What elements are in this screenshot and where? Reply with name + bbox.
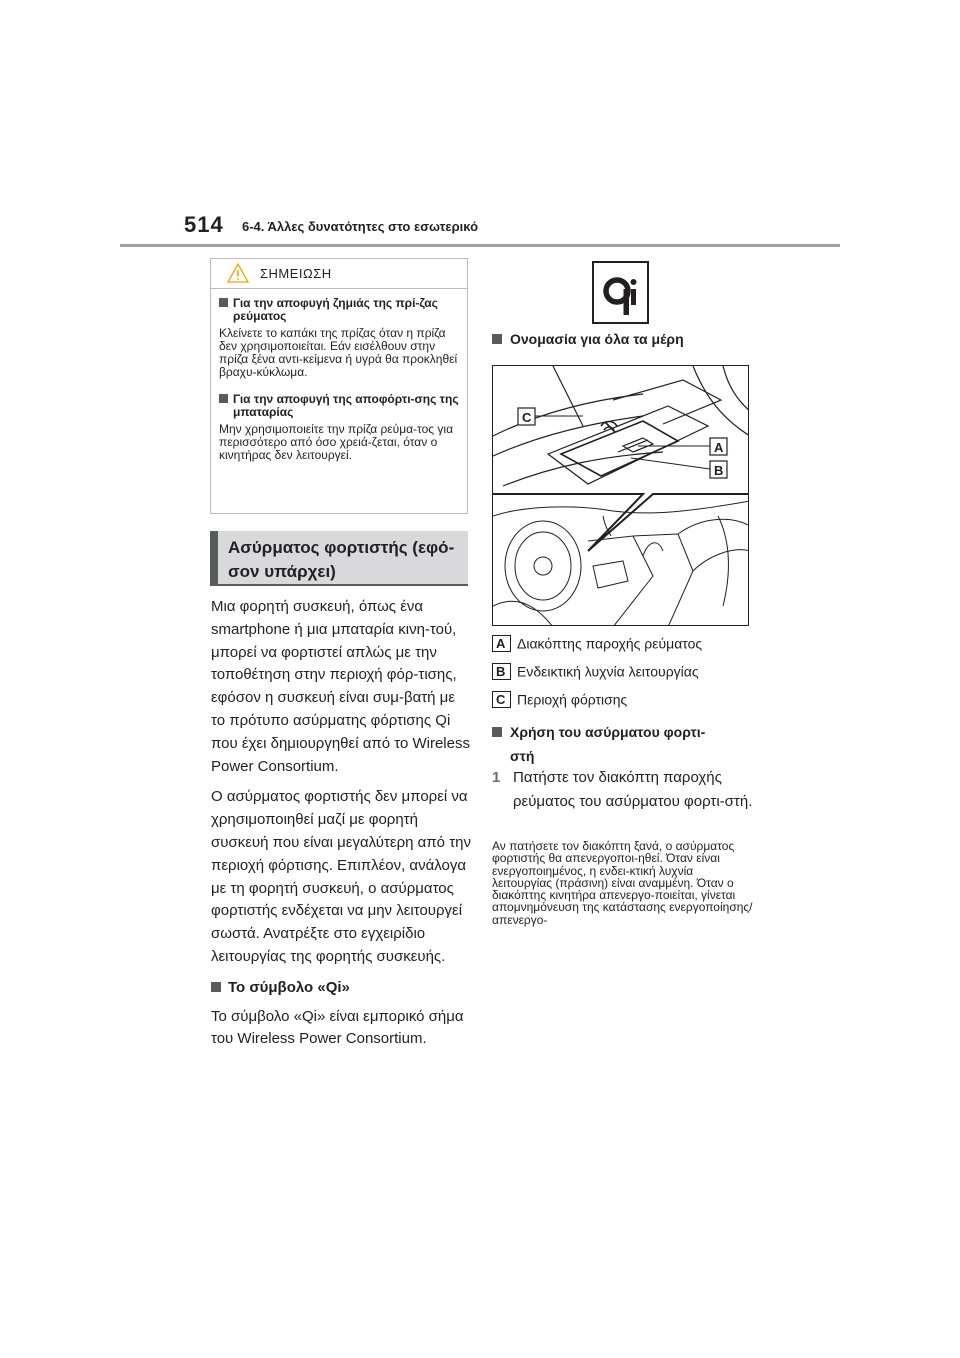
page-header [120,212,840,248]
notice-title: ΣΗΜΕΙΩΣΗ [260,266,332,281]
dashboard-illustration [493,366,749,626]
usage-note: Αν πατήσετε τον διακόπτη ξανά, ο ασύρματος φορτιστής θα απενεργοποι-ηθεί. Όταν είναι ενεργοποιημένος, η ενδει-κτική λυχνία λειτουργίας (πράσινη) είναι αναμμένη. Όταν ο διακόπτης κινητήρα απενεργο-ποιείται, γίνεται απομνημόνευση της κατάστασης ενεργοποίησης/απενεργο- [492,839,753,927]
charger-location-illustration [492,365,749,626]
square-bullet-icon [492,334,502,344]
square-bullet-icon [219,394,228,403]
legend-item [492,634,752,652]
notice-item-heading: Για την αποφυγή της αποφόρτι-σης της μπαταρίας [219,393,463,419]
notice-body [219,297,463,462]
paragraph: Μια φορητή συσκευή, όπως ένα smartphone ή μια μπαταρία κινη-τού, μπορεί να φορτιστεί απλώς με την τοποθέτηση στην περιοχή φόρ-τισης, εφόσον η συσκευή είναι συμ-βατή με το πρότυπο ασύρματης φόρτισης Qi που έχει δημιουργηθεί από το Wireless Power Consortium. [211,598,470,775]
square-bullet-icon [492,727,502,737]
legend-item [492,662,752,680]
legend-key: C [492,691,511,708]
notice-item-text: Μην χρησιμοποιείτε την πρίζα ρεύμα-τος για περισσότερο από όσο χρειά-ζεται, όταν ο κινητήρας δεν λειτουργεί. [219,422,454,462]
notice-header [211,259,467,289]
qi-logo [592,261,649,324]
notice-item-text: Κλείνετε το καπάκι της πρίζας όταν η πρίζα δεν χρησιμοποιείται. Εάν εισέλθουν στην πρίζα ξένα αντι-κείμενα ή υγρά θα προκληθεί βραχυ-κύκλωμα. [219,326,458,379]
square-bullet-icon [219,298,228,307]
parts-heading: Ονομασία για όλα τα μέρη [492,331,684,347]
notice-item-heading: Για την αποφυγή ζημιάς της πρί-ζας ρεύματος [219,297,463,323]
legend-key: B [492,663,511,680]
qi-logo-icon [602,269,640,317]
callout-label-b: B [714,463,724,478]
square-bullet-icon [211,982,221,992]
legend-text: Διακόπτης παροχής ρεύματος [517,635,703,652]
step-text: Πατήστε τον διακόπτη παροχής ρεύματος του ασύρματου φορτι-στή. [513,769,753,810]
legend-key: A [492,635,511,652]
callout-label-c: C [522,410,532,425]
wireless-charger-body [211,596,473,1059]
step-number: 1 [492,769,501,786]
legend-item [492,690,752,708]
paragraph: Το σύμβολο «Qi» είναι εμπορικό σήμα του Wireless Power Consortium. [211,1007,464,1048]
wireless-charger-heading: Ασύρματος φορτιστής (εφό- σον υπάρχει) [210,531,468,586]
notice-box [210,258,468,514]
legend-text: Ενδεικτική λυχνία λειτουργίας [517,663,699,680]
usage-heading: Χρήση του ασύρματου φορτι- στή [492,720,705,768]
callout-label-a: A [714,440,724,455]
warning-triangle-icon [227,263,249,283]
section-title: 6-4. Άλλες δυνατότητες στο εσωτερικό [242,219,479,234]
usage-step [492,766,754,814]
paragraph: Ο ασύρματος φορτιστής δεν μπορεί να χρησιμοποιηθεί μαζί με φορητή συσκευή που είναι μεγαλύτερη από την περιοχή φόρτισης. Επιπλέον, ανάλογα με τη φορητή συσκευή, ο ασύρματος φορτιστής ενδέχεται να μην λειτουργεί σωστά. Ανατρέξτε στο εγχειρίδιο λειτουργίας της φορητής συσκευής. [211,788,471,965]
qi-symbol-heading: Το σύμβολο «Qi» [211,977,473,1000]
header-rule [120,244,840,247]
legend-text: Περιοχή φόρτισης [517,691,628,708]
page-number: 514 [184,212,224,237]
